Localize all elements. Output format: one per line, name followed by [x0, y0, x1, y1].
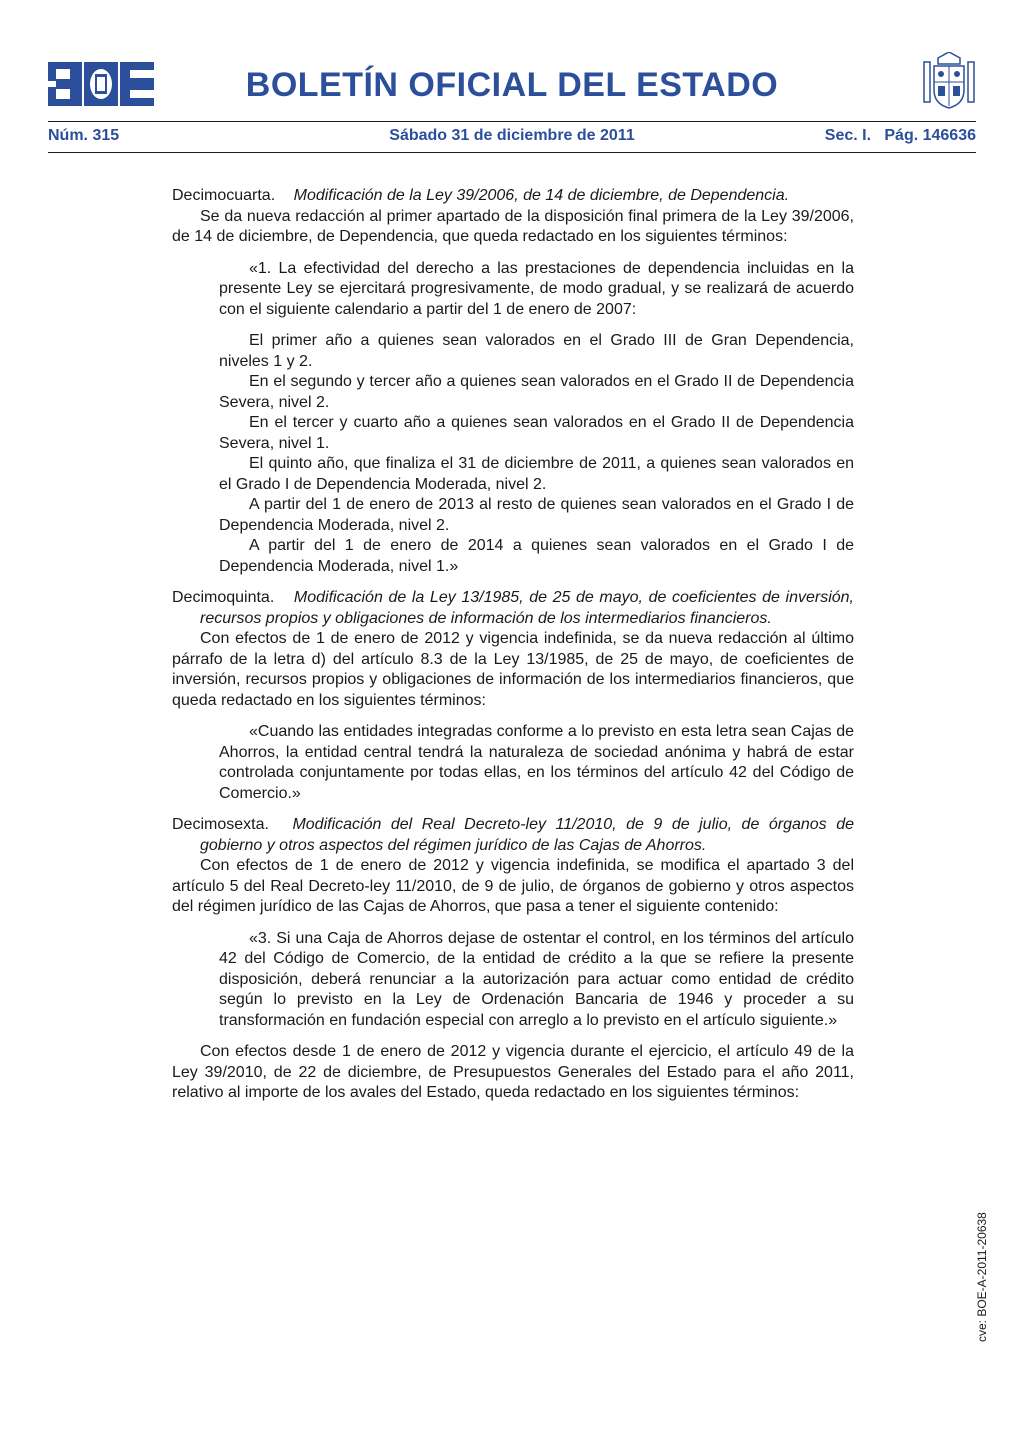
- quoted-text: [172, 259, 854, 578]
- cve-code: cve: BOE-A-2011-20638: [975, 1212, 989, 1342]
- quote-paragraph: «3. Si una Caja de Ahorros dejase de ostentar el control, en los términos del artículo 42 del Código de Comercio, de la entidad de crédito a la que se refiere la presente disposición, deberá renunciar a la autorización para actuar como entidad de crédito según lo previsto en la Ley de Ordenación Bancaria de 1946 y proceder a su transformación en fundación especial con arreglo a lo previsto en el artículo siguiente.»: [219, 929, 854, 1029]
- closing-paragraph: Con efectos desde 1 de enero de 2012 y vigencia durante el ejercicio, el artículo 49 de la Ley 39/2010, de 22 de diciembre, de Presupuestos Generales del Estado para el año 2011, relativo al importe de los avales del Estado, queda redactado en los siguientes términos:: [172, 1043, 854, 1101]
- section-intro: Con efectos de 1 de enero de 2012 y vigencia indefinida, se da nueva redacción al último párrafo de la letra d) del artículo 8.3 de la Ley 13/1985, de 25 de mayo, de coeficientes de inversión, recursos propios y obligaciones de información de los intermediarios financieros, que queda redactado en los siguientes términos:: [172, 630, 854, 709]
- quoted-text: [172, 722, 854, 804]
- section-title: Modificación de la Ley 13/1985, de 25 de mayo, de coeficientes de inversión, recursos propios y obligaciones de información de los intermediarios financieros.: [200, 589, 855, 627]
- quote-paragraph: En el tercer y cuarto año a quienes sean valorados en el Grado II de Dependencia Severa, nivel 1.: [219, 414, 854, 452]
- section-heading: [172, 815, 854, 856]
- section-label: Decimoquinta.: [172, 589, 275, 606]
- section-intro: Se da nueva redacción al primer apartado de la disposición final primera de la Ley 39/2006, de 14 de diciembre, de Dependencia, que queda redactado en los siguientes términos:: [172, 207, 854, 245]
- header-rule-bottom: [48, 152, 976, 153]
- section-label: Decimocuarta.: [172, 187, 276, 204]
- quote-paragraph: El quinto año, que finaliza el 31 de diciembre de 2011, a quienes sean valorados en el Grado I de Dependencia Moderada, nivel 2.: [219, 455, 854, 493]
- issue-number: Núm. 315: [48, 127, 120, 144]
- section-label: Decimosexta.: [172, 816, 269, 833]
- section-heading: [172, 186, 854, 207]
- issue-date: Sábado 31 de diciembre de 2011: [389, 127, 635, 144]
- section-title: Modificación del Real Decreto-ley 11/2010, de 9 de julio, de órganos de gobierno y otros aspectos del régimen jurídico de las Cajas de Ahorros.: [200, 816, 854, 854]
- section-page: Sec. I. Pág. 146636: [824, 127, 976, 144]
- publication-title: BOLETÍN OFICIAL DEL ESTADO: [245, 66, 779, 104]
- quoted-text: [172, 929, 854, 1032]
- quote-paragraph: En el segundo y tercer año a quienes sean valorados en el Grado II de Dependencia Severa, nivel 2.: [219, 373, 854, 411]
- section-heading: [172, 588, 854, 629]
- coat-of-arms-icon: [918, 52, 980, 112]
- quote-paragraph: «Cuando las entidades integradas conforme a lo previsto en esta letra sean Cajas de Ahorros, la entidad central tendrá la naturaleza de sociedad anónima y habrá de estar controlada conjuntamente por todas ellas, en los términos del artículo 42 del Código de Comercio.»: [219, 723, 854, 802]
- quote-paragraph: A partir del 1 de enero de 2014 a quienes sean valorados en el Grado I de Dependencia Moderada, nivel 1.»: [219, 537, 854, 575]
- section-title: Modificación de la Ley 39/2006, de 14 de diciembre, de Dependencia.: [293, 187, 790, 204]
- quote-paragraph: «1. La efectividad del derecho a las prestaciones de dependencia incluidas en la presente Ley se ejercitará progresivamente, de modo gradual, y se realizará de acuerdo con el siguiente calendario a partir del 1 de enero de 2007:: [219, 259, 854, 318]
- document-body: [172, 186, 854, 1115]
- section-intro: Con efectos de 1 de enero de 2012 y vigencia indefinida, se modifica el apartado 3 del artículo 5 del Real Decreto-ley 11/2010, de 9 de julio, de órganos de gobierno y otros aspectos del régimen jurídico de las Cajas de Ahorros, que pasa a tener el siguiente contenido:: [172, 857, 854, 915]
- header-rule-top: [48, 121, 976, 122]
- quote-paragraph: El primer año a quienes sean valorados en el Grado III de Gran Dependencia, niveles 1 y 2.: [219, 332, 854, 370]
- quote-paragraph: A partir del 1 de enero de 2013 al resto de quienes sean valorados en el Grado I de Dependencia Moderada, nivel 2.: [219, 496, 854, 534]
